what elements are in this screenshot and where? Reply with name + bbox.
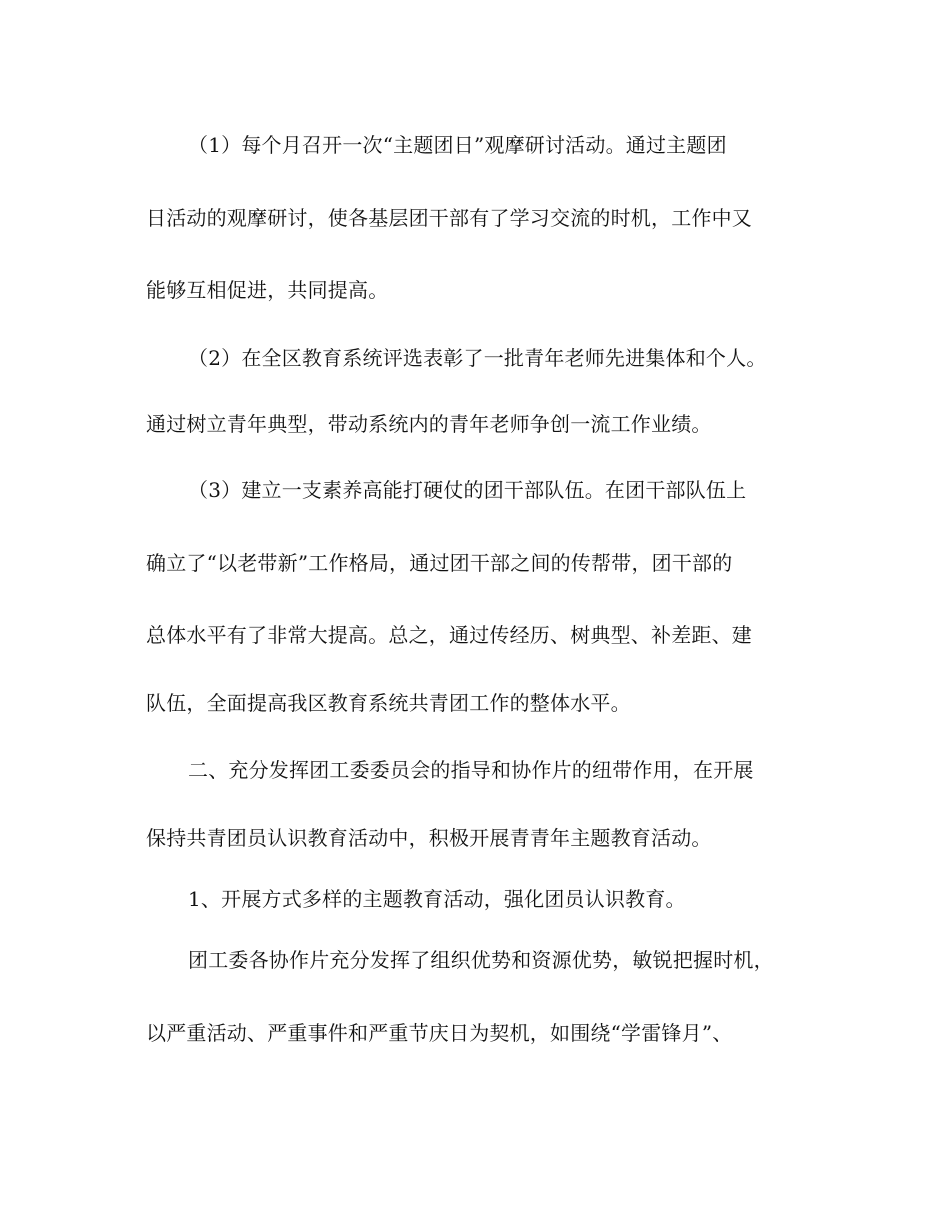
paragraph-1-line-1: （1）每个月召开一次“主题团日”观摩研讨活动。通过主题团 [188, 133, 727, 157]
subsection-1-heading: 1、开展方式多样的主题教育活动，强化团员认识教育。 [188, 887, 686, 911]
paragraph-2-line-1: （2）在全区教育系统评选表彰了一批青年老师先进集体和个人。 [188, 346, 767, 370]
paragraph-1-line-2: 日活动的观摩研讨，使各基层团干部有了学习交流的时机，工作中又 [146, 206, 752, 230]
paragraph-3-line-3: 总体水平有了非常大提高。总之，通过传经历、树典型、补差距、建 [146, 623, 752, 647]
paragraph-2-line-2: 通过树立青年典型，带动系统内的青年老师争创一流工作业绩。 [146, 412, 712, 436]
paragraph-3-line-4: 队伍，全面提高我区教育系统共青团工作的整体水平。 [146, 691, 631, 715]
section-2-heading-line-2: 保持共青团员认识教育活动中，积极开展青青年主题教育活动。 [146, 826, 712, 850]
paragraph-4-line-1: 团工委各协作片充分发挥了组织优势和资源优势，敏锐把握时机， [188, 948, 774, 972]
paragraph-1-line-3: 能够互相促进，共同提高。 [146, 278, 389, 302]
paragraph-3-line-1: （3）建立一支素养高能打硬仗的团干部队伍。在团干部队伍上 [188, 478, 747, 502]
paragraph-4-line-2: 以严重活动、严重事件和严重节庆日为契机，如围绕“学雷锋月”、 [146, 1021, 733, 1045]
section-2-heading-line-1: 二、充分发挥团工委委员会的指导和协作片的纽带作用，在开展 [188, 758, 754, 782]
paragraph-3-line-2: 确立了“以老带新”工作格局，通过团干部之间的传帮带，团干部的 [146, 551, 733, 575]
